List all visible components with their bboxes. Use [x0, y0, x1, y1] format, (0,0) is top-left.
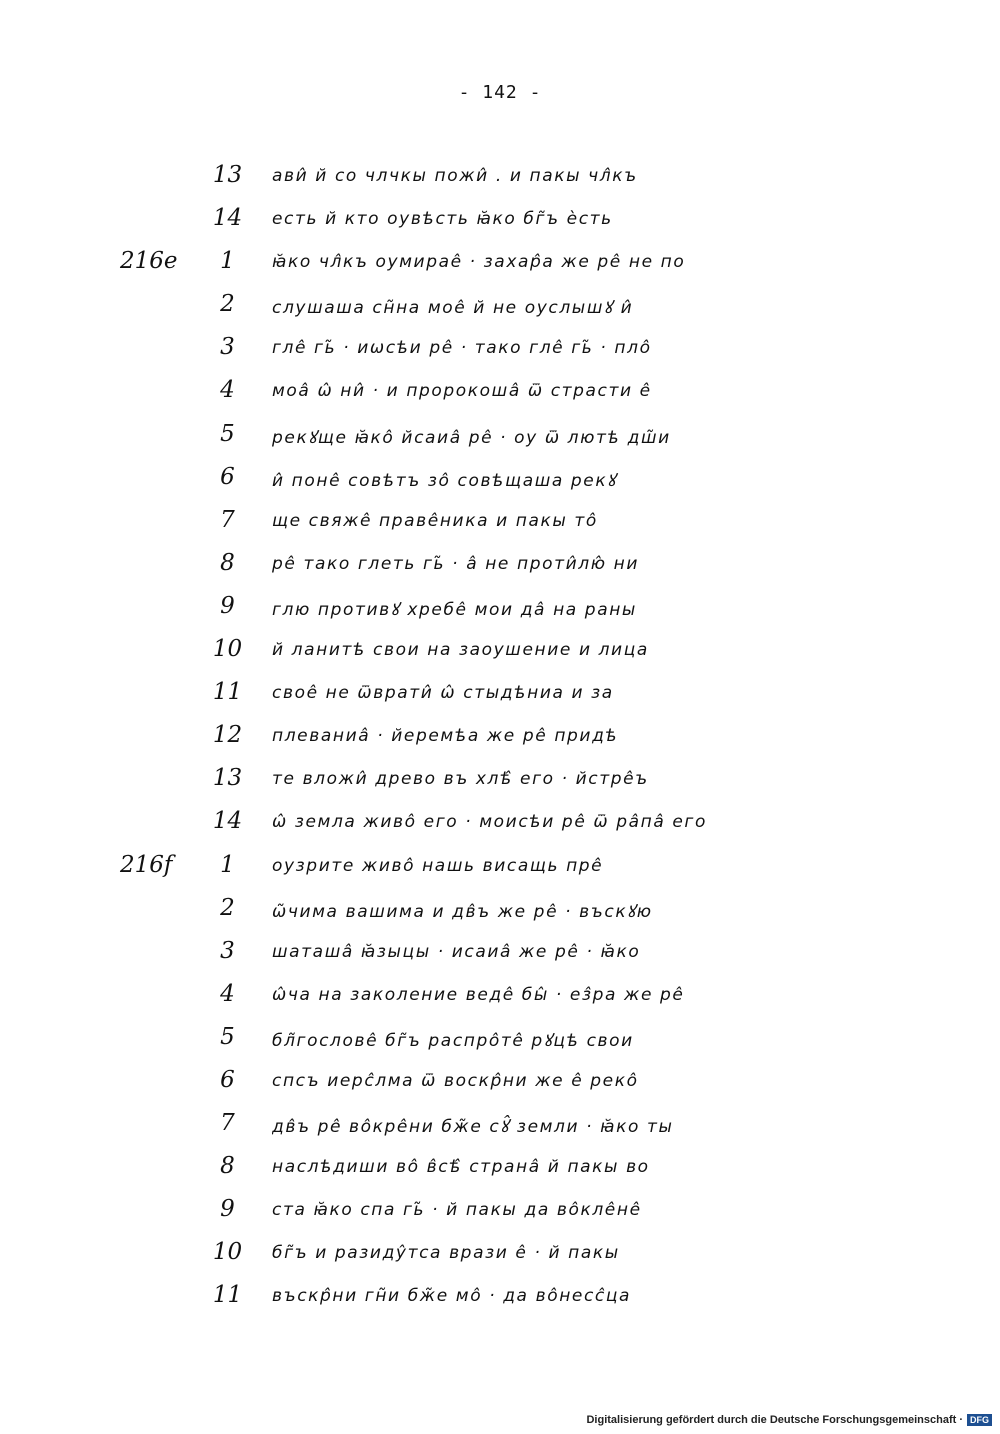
line-text: глю противꙋ хребе̂ мои да̂ на раны	[272, 599, 637, 620]
line-number: 7	[220, 1110, 235, 1137]
line-number: 6	[220, 1066, 235, 1093]
line-number: 9	[220, 1196, 235, 1223]
folio-marker: 216е	[120, 248, 178, 275]
manuscript-line	[0, 804, 1000, 847]
manuscript-line	[0, 977, 1000, 1020]
line-number: 13	[212, 765, 243, 792]
manuscript-line	[0, 761, 1000, 804]
line-text: есть й кто оувѣсть ꙗ̆ко бг̃ъ ѐсть	[272, 209, 613, 230]
line-number: 11	[212, 679, 243, 706]
manuscript-line	[0, 589, 1000, 632]
line-number: 2	[220, 291, 235, 318]
line-number: 4	[220, 980, 235, 1007]
line-text: слушаша сн̃на мое̂ й не оуслышꙋ и̂	[272, 298, 634, 319]
line-text: гле̂ гь̃ · иѡсѣи ре̂ · тако гле̂ гь̃ · пло̂	[272, 338, 652, 359]
manuscript-line	[0, 934, 1000, 977]
line-number: 8	[220, 549, 235, 576]
manuscript-line	[0, 632, 1000, 675]
manuscript-line	[0, 718, 1000, 761]
manuscript-line	[0, 330, 1000, 373]
line-text: свое̂ не ѿврати̂ ѡ̂ стыдѣниа и за	[272, 683, 614, 704]
manuscript-line	[0, 1063, 1000, 1106]
manuscript-line	[0, 201, 1000, 244]
manuscript-line	[0, 848, 1000, 891]
manuscript-line	[0, 1192, 1000, 1235]
line-number: 6	[220, 463, 235, 490]
line-text: и̂ поне̂ совѣтъ зо̂ совѣщаша рекꙋ	[272, 470, 617, 491]
line-text: бг̃ъ и разиду̂тса врази е̂ · й пакы	[272, 1243, 620, 1264]
line-number: 13	[212, 162, 243, 188]
line-number: 10	[212, 1239, 243, 1266]
manuscript-line	[0, 158, 1000, 201]
folio-marker: 216f	[120, 851, 173, 878]
line-number: 8	[220, 1153, 235, 1180]
line-number: 4	[220, 377, 235, 404]
manuscript-line	[0, 1149, 1000, 1192]
dfg-logo: DFG	[967, 1414, 992, 1426]
manuscript-line	[0, 373, 1000, 416]
manuscript-line	[0, 675, 1000, 718]
line-number: 11	[212, 1282, 243, 1309]
manuscript-line	[0, 546, 1000, 589]
manuscript-line	[0, 1106, 1000, 1149]
page-number: - 142 -	[458, 82, 542, 103]
line-text: ѡ̂ча на заколение веде̂ бы̂ · ез̂ра же ре̂	[272, 984, 685, 1005]
line-text: й ланитѣ свои на заоушение и лица	[272, 640, 649, 661]
manuscript-line	[0, 503, 1000, 546]
line-text: моа̂ ѡ̂ ни̂ · и пророкоша̂ ѿ страсти е̂	[272, 381, 652, 402]
line-text: ѡ̃чима вашима и дв̂ъ же ре̂ · въскꙋю	[272, 901, 653, 922]
manuscript-line	[0, 460, 1000, 503]
line-text: спсъ иерс̂лма ѿ воскр̂ни же е̂ реко̂	[272, 1070, 639, 1091]
line-number: 1	[220, 851, 235, 878]
line-number: 7	[220, 506, 235, 533]
line-text: шаташа̂ ꙗ̆зыцы · исаиа̂ же ре̂ · ꙗ̆ко	[272, 941, 641, 962]
line-text: ре̂ тако глеть гь̃ · а̂ не проти̂лю̂ ни	[272, 553, 639, 574]
line-number: 5	[220, 1023, 235, 1050]
line-text: оузрите живо̂ нашь висащь пре̂	[272, 855, 604, 876]
line-text: рекꙋще ꙗ̆ко̂ йсаиа̂ ре̂ · оу ѿ лютѣ дш̃и	[272, 427, 671, 448]
manuscript-line	[0, 244, 1000, 287]
line-text: те вложи̂ древо въ хлѣ̂ его · йстре̂ъ	[272, 769, 649, 790]
manuscript-line	[0, 1020, 1000, 1063]
line-text: ста ꙗ̆ко спа гь̃ · й пакы да во̂кле̂не̂	[272, 1200, 642, 1221]
line-number: 3	[220, 937, 235, 964]
line-number: 14	[212, 808, 243, 835]
line-number: 9	[220, 592, 235, 619]
line-number: 2	[220, 894, 235, 921]
line-number: 5	[220, 420, 235, 447]
manuscript-line	[0, 287, 1000, 330]
funding-credit-text: Digitalisierung gefördert durch die Deutsche Forschungsgemeinschaft ·	[586, 1414, 963, 1426]
line-number: 3	[220, 334, 235, 361]
transcription-lines	[0, 158, 1000, 1322]
line-text: ще свяже̂ праве̂ника и пакы то̂	[272, 510, 598, 531]
footer-credit	[586, 1414, 992, 1426]
line-text: въскр̂ни гн̃и бж̃е мо̂ · да во̂несс̂ца	[272, 1286, 632, 1307]
line-text: ѡ̂ земла живо̂ его · моисѣи ре̂ ѿ ра̂па̂ его	[272, 812, 707, 833]
manuscript-line	[0, 417, 1000, 460]
line-text: ави̂ й со члчкы пожи̂ . и пакы чл̂къ	[272, 166, 638, 186]
manuscript-line	[0, 891, 1000, 934]
line-text: дв̂ъ ре̂ во̂кре̂ни бж̃е сꙋ̂ земли · ꙗ̆ко ты	[272, 1117, 674, 1138]
line-number: 12	[212, 722, 243, 749]
line-text: бл̃гослове̂ бг̃ъ распро̂те̂ рꙋцѣ свои	[272, 1030, 634, 1051]
manuscript-line	[0, 1235, 1000, 1278]
line-text: наслѣдиши во̂ в̂сѣ̂ страна̂ й пакы во	[272, 1157, 650, 1178]
line-text: ꙗ̆ко чл̂къ оумирае̂ · захар̂а же ре̂ не по	[272, 252, 686, 273]
line-number: 14	[212, 205, 243, 232]
manuscript-line	[0, 1278, 1000, 1321]
line-number: 1	[220, 248, 235, 275]
line-number: 10	[212, 636, 243, 663]
line-text: плеваниа̂ · йеремѣа же ре̂ придѣ	[272, 726, 619, 747]
